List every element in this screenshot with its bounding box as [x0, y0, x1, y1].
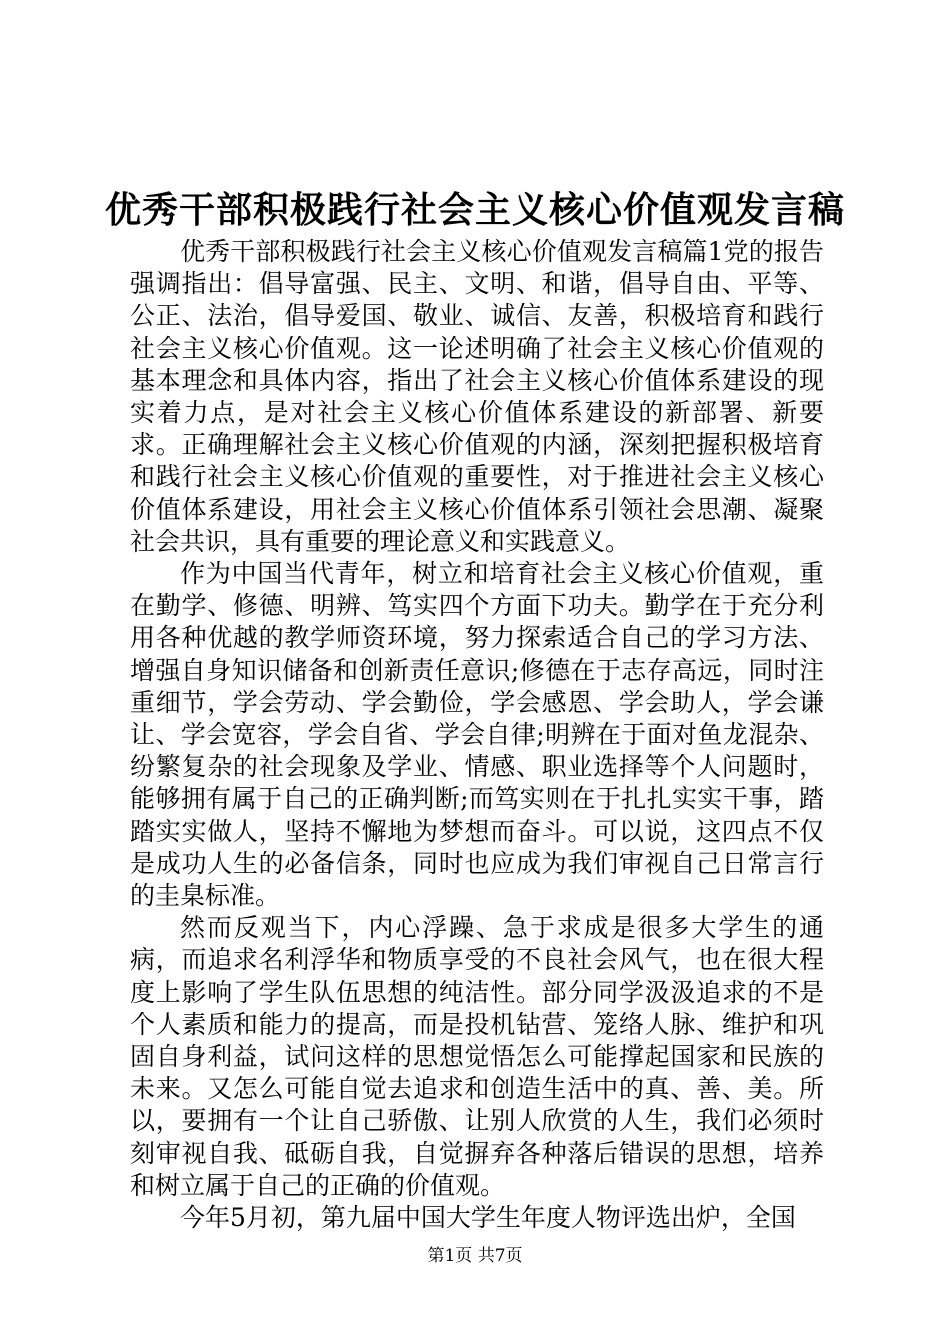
- paragraph-3: 然而反观当下，内心浮躁、急于求成是很多大学生的通病，而追求名利浮华和物质享受的不良社会风气，也在很大程度上影响了学生队伍思想的纯洁性。部分同学汲汲追求的不是个人素质和能力的提高，而是投机钻营、笼络人脉、维护和巩固自身利益，试问这样的思想觉悟怎么可能撑起国家和民族的未来。又怎么可能自觉去追求和创造生活中的真、善、美。所以，要拥有一个让自己骄傲、让别人欣赏的人生，我们必须时刻审视自我、砥砺自我，自觉摒弃各种落后错误的思想，培养和树立属于自己的正确的价值观。: [130, 913, 824, 1200]
- page-number-footer: 第1页 共7页: [427, 1246, 523, 1266]
- document-title: 优秀干部积极践行社会主义核心价值观发言稿: [104, 189, 845, 231]
- document-body: [130, 236, 824, 1234]
- paragraph-2: 作为中国当代青年，树立和培育社会主义核心价值观，重在勤学、修德、明辨、笃实四个方面下功夫。勤学在于充分利用各种优越的教学师资环境，努力探索适合自己的学习方法、增强自身知识储备和创新责任意识;修德在于志存高远，同时注重细节，学会劳动、学会勤俭，学会感恩、学会助人，学会谦让、学会宽容，学会自省、学会自律;明辨在于面对鱼龙混杂、纷繁复杂的社会现象及学业、情感、职业选择等个人问题时，能够拥有属于自己的正确判断;而笃实则在于扎扎实实干事，踏踏实实做人，坚持不懈地为梦想而奋斗。可以说，这四点不仅是成功人生的必备信条，同时也应成为我们审视自己日常言行的圭臬标准。: [130, 559, 824, 911]
- paragraph-4: 今年5月初，第九届中国大学生年度人物评选出炉，全国: [180, 1203, 796, 1233]
- paragraph-1: 优秀干部积极践行社会主义核心价值观发言稿篇1党的报告强调指出：倡导富强、民主、文明、和谐，倡导自由、平等、公正、法治，倡导爱国、敬业、诚信、友善，积极培育和践行社会主义核心价值观。这一论述明确了社会主义核心价值观的基本理念和具体内容，指出了社会主义核心价值体系建设的现实着力点，是对社会主义核心价值体系建设的新部署、新要求。正确理解社会主义核心价值观的内涵，深刻把握积极培育和践行社会主义核心价值观的重要性，对于推进社会主义核心价值体系建设，用社会主义核心价值体系引领社会思潮、凝聚社会共识，具有重要的理论意义和实践意义。: [130, 237, 824, 556]
